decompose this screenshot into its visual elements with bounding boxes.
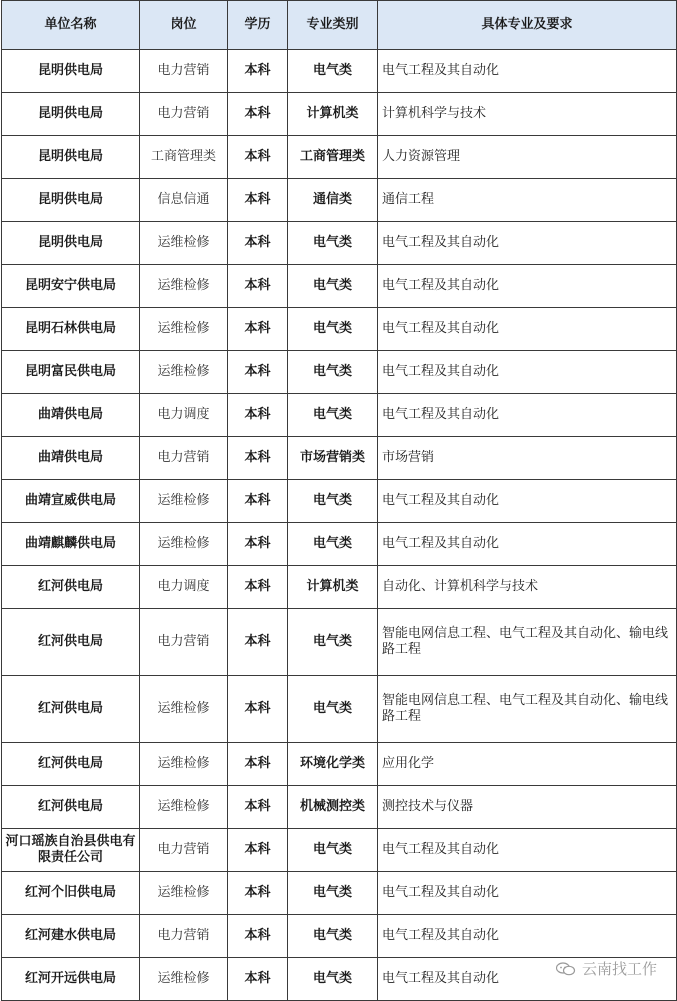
cell-education: 本科 — [228, 351, 288, 394]
cell-unit: 曲靖供电局 — [2, 394, 140, 437]
cell-detail: 电气工程及其自动化 — [378, 958, 677, 1001]
cell-detail: 通信工程 — [378, 179, 677, 222]
cell-position: 运维检修 — [140, 351, 228, 394]
cell-detail: 电气工程及其自动化 — [378, 915, 677, 958]
cell-category: 电气类 — [288, 394, 378, 437]
table-row — [2, 93, 677, 136]
cell-unit: 红河供电局 — [2, 786, 140, 829]
table-row — [2, 829, 677, 872]
cell-detail: 电气工程及其自动化 — [378, 872, 677, 915]
cell-position: 电力营销 — [140, 50, 228, 93]
cell-category: 电气类 — [288, 523, 378, 566]
cell-education: 本科 — [228, 394, 288, 437]
cell-position: 电力调度 — [140, 394, 228, 437]
cell-unit: 昆明供电局 — [2, 222, 140, 265]
cell-category: 电气类 — [288, 222, 378, 265]
table-row — [2, 437, 677, 480]
cell-category: 计算机类 — [288, 93, 378, 136]
table-row — [2, 915, 677, 958]
cell-position: 电力营销 — [140, 915, 228, 958]
table-row — [2, 523, 677, 566]
cell-position: 电力营销 — [140, 437, 228, 480]
cell-detail: 电气工程及其自动化 — [378, 50, 677, 93]
cell-category: 电气类 — [288, 480, 378, 523]
cell-unit: 红河供电局 — [2, 743, 140, 786]
cell-unit: 昆明石林供电局 — [2, 308, 140, 351]
recruitment-table — [1, 0, 677, 1001]
table-body — [2, 50, 677, 1001]
cell-education: 本科 — [228, 93, 288, 136]
cell-education: 本科 — [228, 437, 288, 480]
cell-education: 本科 — [228, 136, 288, 179]
cell-position: 电力调度 — [140, 566, 228, 609]
cell-position: 电力营销 — [140, 609, 228, 676]
cell-unit: 昆明供电局 — [2, 136, 140, 179]
cell-position: 运维检修 — [140, 265, 228, 308]
table-row — [2, 179, 677, 222]
cell-unit: 河口瑶族自治县供电有限责任公司 — [2, 829, 140, 872]
cell-detail: 测控技术与仪器 — [378, 786, 677, 829]
cell-detail: 电气工程及其自动化 — [378, 829, 677, 872]
cell-category: 通信类 — [288, 179, 378, 222]
table-row — [2, 786, 677, 829]
cell-category: 电气类 — [288, 50, 378, 93]
cell-position: 运维检修 — [140, 222, 228, 265]
cell-position: 运维检修 — [140, 872, 228, 915]
table-row — [2, 609, 677, 676]
cell-education: 本科 — [228, 265, 288, 308]
cell-detail: 电气工程及其自动化 — [378, 480, 677, 523]
cell-unit: 曲靖麒麟供电局 — [2, 523, 140, 566]
cell-category: 电气类 — [288, 265, 378, 308]
header-unit: 单位名称 — [2, 1, 140, 50]
cell-detail: 电气工程及其自动化 — [378, 308, 677, 351]
header-row — [2, 1, 677, 50]
cell-detail: 智能电网信息工程、电气工程及其自动化、输电线路工程 — [378, 676, 677, 743]
cell-education: 本科 — [228, 958, 288, 1001]
cell-position: 运维检修 — [140, 786, 228, 829]
cell-unit: 昆明供电局 — [2, 50, 140, 93]
cell-unit: 昆明安宁供电局 — [2, 265, 140, 308]
cell-unit: 曲靖供电局 — [2, 437, 140, 480]
cell-education: 本科 — [228, 872, 288, 915]
cell-education: 本科 — [228, 676, 288, 743]
cell-position: 运维检修 — [140, 308, 228, 351]
cell-unit: 红河供电局 — [2, 676, 140, 743]
cell-education: 本科 — [228, 222, 288, 265]
cell-education: 本科 — [228, 179, 288, 222]
header-education: 学历 — [228, 1, 288, 50]
table-row — [2, 222, 677, 265]
cell-detail: 电气工程及其自动化 — [378, 394, 677, 437]
cell-unit: 曲靖宣威供电局 — [2, 480, 140, 523]
cell-unit: 红河开远供电局 — [2, 958, 140, 1001]
cell-category: 市场营销类 — [288, 437, 378, 480]
cell-category: 电气类 — [288, 829, 378, 872]
cell-category: 计算机类 — [288, 566, 378, 609]
cell-category: 工商管理类 — [288, 136, 378, 179]
cell-detail: 电气工程及其自动化 — [378, 265, 677, 308]
cell-detail: 电气工程及其自动化 — [378, 351, 677, 394]
cell-category: 机械测控类 — [288, 786, 378, 829]
header-detail: 具体专业及要求 — [378, 1, 677, 50]
cell-position: 信息信通 — [140, 179, 228, 222]
cell-unit: 红河供电局 — [2, 566, 140, 609]
cell-category: 电气类 — [288, 308, 378, 351]
cell-position: 运维检修 — [140, 676, 228, 743]
cell-position: 运维检修 — [140, 523, 228, 566]
cell-detail: 电气工程及其自动化 — [378, 222, 677, 265]
cell-category: 电气类 — [288, 676, 378, 743]
table-row — [2, 265, 677, 308]
cell-position: 运维检修 — [140, 743, 228, 786]
table-row — [2, 351, 677, 394]
cell-detail: 智能电网信息工程、电气工程及其自动化、输电线路工程 — [378, 609, 677, 676]
table-row — [2, 394, 677, 437]
cell-detail: 市场营销 — [378, 437, 677, 480]
cell-education: 本科 — [228, 523, 288, 566]
cell-education: 本科 — [228, 566, 288, 609]
cell-category: 电气类 — [288, 351, 378, 394]
header-category: 专业类别 — [288, 1, 378, 50]
table-row — [2, 676, 677, 743]
cell-education: 本科 — [228, 786, 288, 829]
cell-category: 电气类 — [288, 609, 378, 676]
table-row — [2, 566, 677, 609]
cell-category: 电气类 — [288, 958, 378, 1001]
cell-unit: 昆明供电局 — [2, 93, 140, 136]
cell-education: 本科 — [228, 480, 288, 523]
cell-education: 本科 — [228, 915, 288, 958]
watermark-text: 云南找工作 — [581, 960, 657, 978]
table-row — [2, 308, 677, 351]
table-row — [2, 50, 677, 93]
chat-bubbles-icon — [556, 962, 576, 976]
cell-detail: 人力资源管理 — [378, 136, 677, 179]
table-row — [2, 480, 677, 523]
table-row — [2, 136, 677, 179]
watermark — [556, 958, 657, 979]
cell-position: 电力营销 — [140, 829, 228, 872]
cell-position: 运维检修 — [140, 958, 228, 1001]
cell-category: 电气类 — [288, 872, 378, 915]
cell-unit: 红河建水供电局 — [2, 915, 140, 958]
cell-education: 本科 — [228, 50, 288, 93]
cell-position: 工商管理类 — [140, 136, 228, 179]
cell-detail: 应用化学 — [378, 743, 677, 786]
cell-education: 本科 — [228, 743, 288, 786]
cell-position: 运维检修 — [140, 480, 228, 523]
cell-education: 本科 — [228, 829, 288, 872]
cell-detail: 电气工程及其自动化 — [378, 523, 677, 566]
table-row — [2, 872, 677, 915]
cell-category: 电气类 — [288, 915, 378, 958]
cell-category: 环境化学类 — [288, 743, 378, 786]
header-position: 岗位 — [140, 1, 228, 50]
cell-education: 本科 — [228, 308, 288, 351]
cell-unit: 红河个旧供电局 — [2, 872, 140, 915]
table-row — [2, 743, 677, 786]
cell-detail: 计算机科学与技术 — [378, 93, 677, 136]
cell-detail: 自动化、计算机科学与技术 — [378, 566, 677, 609]
cell-unit: 红河供电局 — [2, 609, 140, 676]
cell-education: 本科 — [228, 609, 288, 676]
cell-position: 电力营销 — [140, 93, 228, 136]
cell-unit: 昆明富民供电局 — [2, 351, 140, 394]
cell-unit: 昆明供电局 — [2, 179, 140, 222]
